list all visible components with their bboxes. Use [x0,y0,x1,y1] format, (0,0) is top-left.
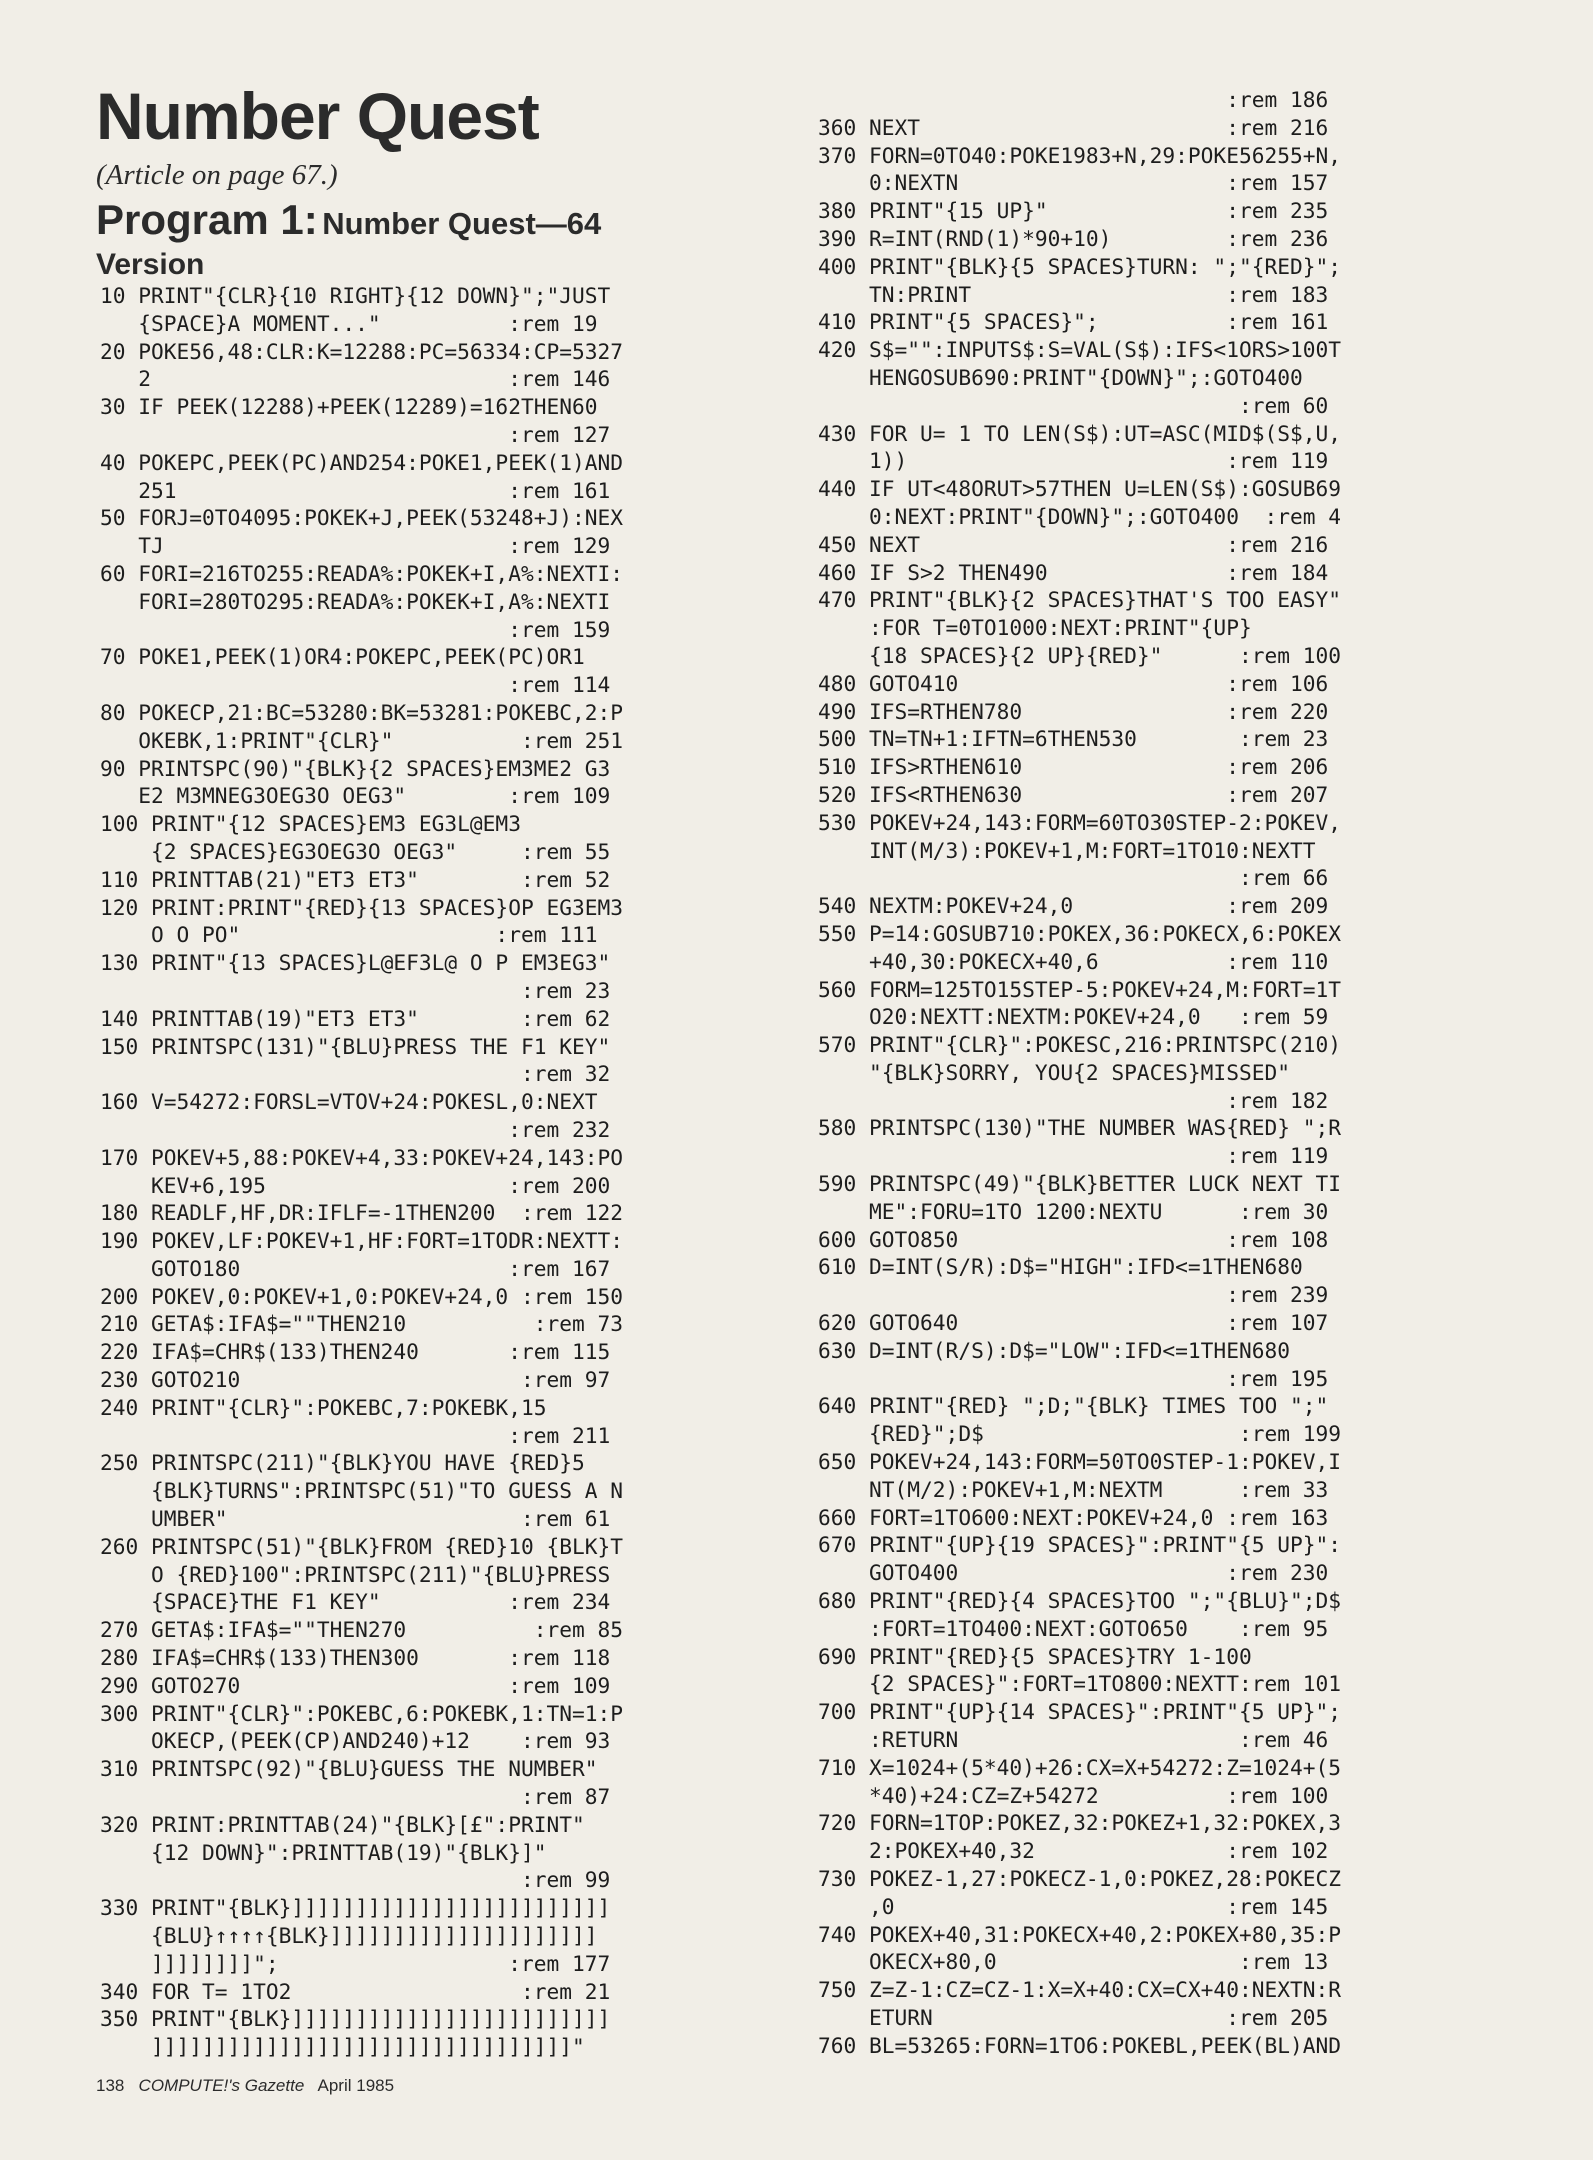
code-line: 740 POKEX+40,31:POKECX+40,2:POKEX+80,35:P [818,1921,1341,1947]
issue-date: April 1985 [317,2076,395,2095]
code-line: 600 GOTO850 :rem 108 [818,1226,1329,1252]
code-line: {SPACE}A MOMENT..." :rem 19 [100,310,598,336]
code-line: GOTO180 :rem 167 [100,1255,611,1281]
code-line: 760 BL=53265:FORN=1TO6:POKEBL,PEEK(BL)AND [818,2032,1341,2058]
code-line: :FOR T=0TO1000:NEXT:PRINT"{UP} [818,615,1252,641]
code-line: 700 PRINT"{UP}{14 SPACES}":PRINT"{5 UP}"; [818,1699,1341,1725]
code-line: 320 PRINT:PRINTTAB(24)"{BLK}[£":PRINT" [100,1811,585,1837]
code-line: 50 FORJ=0TO4095:POKEK+J,PEEK(53248+J):NEX [100,505,623,531]
code-line: 0:NEXTN :rem 157 [818,170,1329,196]
code-line: ]]]]]]]]"; :rem 177 [100,1950,611,1976]
code-line: 80 POKECP,21:BC=53280:BK=53281:POKEBC,2:P [100,699,623,725]
code-line: 590 PRINTSPC(49)"{BLK}BETTER LUCK NEXT TI [818,1171,1341,1197]
program-label: Program 1: [96,196,318,243]
code-line: :RETURN :rem 46 [818,1727,1329,1753]
code-line: :rem 211 [100,1422,611,1448]
code-line: 310 PRINTSPC(92)"{BLU}GUESS THE NUMBER" [100,1756,598,1782]
code-line: 370 FORN=0TO40:POKE1983+N,29:POKE56255+N, [818,142,1341,168]
code-line: 210 GETA$:IFA$=""THEN210 :rem 73 [100,1311,623,1337]
code-line: 270 GETA$:IFA$=""THEN270 :rem 85 [100,1617,623,1643]
code-line: 450 NEXT :rem 216 [818,531,1329,557]
code-line: 460 IF S>2 THEN490 :rem 184 [818,559,1329,585]
code-line: E2 M3MNEG3OEG3O OEG3" :rem 109 [100,783,611,809]
code-line: 440 IF UT<48ORUT>57THEN U=LEN(S$):GOSUB69 [818,476,1341,502]
code-line: :rem 239 [818,1282,1329,1308]
code-line: 230 GOTO210 :rem 97 [100,1367,611,1393]
code-line: 580 PRINTSPC(130)"THE NUMBER WAS{RED} ";R [818,1115,1341,1141]
code-line: 610 D=INT(S/R):D$="HIGH":IFD<=1THEN680 [818,1254,1303,1280]
code-line: :rem 186 [818,87,1329,112]
code-line: NT(M/2):POKEV+1,M:NEXTM :rem 33 [818,1476,1329,1502]
code-line: INT(M/3):POKEV+1,M:FORT=1TO10:NEXTT [818,837,1316,863]
code-line: 20 POKE56,48:CLR:K=12288:PC=56334:CP=5327 [100,338,623,364]
code-line: GOTO400 :rem 230 [818,1560,1329,1586]
code-line: OKECX+80,0 :rem 13 [818,1949,1329,1975]
code-line: KEV+6,195 :rem 200 [100,1172,611,1198]
code-line: 180 READLF,HF,DR:IFLF=-1THEN200 :rem 122 [100,1200,623,1226]
program-heading [96,196,736,281]
code-line: 260 PRINTSPC(51)"{BLK}FROM {RED}10 {BLK}T [100,1533,623,1559]
code-line: 670 PRINT"{UP}{19 SPACES}":PRINT"{5 UP}": [818,1532,1341,1558]
code-line: 251 :rem 161 [100,477,611,503]
code-line: {SPACE}THE F1 KEY" :rem 234 [100,1589,611,1615]
code-line: OKECP,(PEEK(CP)AND240)+12 :rem 93 [100,1728,611,1754]
code-line: TN:PRINT :rem 183 [818,281,1329,307]
code-line: 390 R=INT(RND(1)*90+10) :rem 236 [818,225,1329,251]
code-line: 680 PRINT"{RED}{4 SPACES}TOO ";"{BLU}";D$ [818,1588,1341,1614]
code-line: 120 PRINT:PRINT"{RED}{13 SPACES}OP EG3EM3 [100,894,623,920]
code-line: 380 PRINT"{15 UP}" :rem 235 [818,198,1329,224]
code-line: 330 PRINT"{BLK}]]]]]]]]]]]]]]]]]]]]]]]]] [100,1895,611,1921]
code-line: :rem 232 [100,1116,611,1142]
code-line: {BLK}TURNS":PRINTSPC(51)"TO GUESS A N [100,1478,623,1504]
code-line: 2:POKEX+40,32 :rem 102 [818,1838,1329,1864]
code-line: FORI=280TO295:READA%:POKEK+I,A%:NEXTI [100,588,611,614]
code-line: 110 PRINTTAB(21)"ET3 ET3" :rem 52 [100,866,611,892]
code-line: ME":FORU=1TO 1200:NEXTU :rem 30 [818,1198,1329,1224]
code-line: :rem 195 [818,1365,1329,1391]
code-line: 360 NEXT :rem 216 [818,114,1329,140]
code-line: 500 TN=TN+1:IFTN=6THEN530 :rem 23 [818,726,1329,752]
code-line: :rem 66 [818,865,1329,891]
code-line: 0:NEXT:PRINT"{DOWN}";:GOTO400 :rem 4 [818,503,1341,529]
code-line: {RED}";D$ :rem 199 [818,1421,1341,1447]
code-line: "{BLK}SORRY, YOU{2 SPACES}MISSED" [818,1059,1290,1085]
code-line: 200 POKEV,0:POKEV+1,0:POKEV+24,0 :rem 150 [100,1283,623,1309]
code-line: 30 IF PEEK(12288)+PEEK(12289)=162THEN60 [100,394,598,420]
code-line: O O PO" :rem 111 [100,922,598,948]
code-line: OKEBK,1:PRINT"{CLR}" :rem 251 [100,727,623,753]
code-line: 1)) :rem 119 [818,448,1329,474]
code-line: 410 PRINT"{5 SPACES}"; :rem 161 [818,309,1329,335]
program-name: Number Quest—64 [322,206,602,241]
code-line: 290 GOTO270 :rem 109 [100,1672,611,1698]
code-line: 400 PRINT"{BLK}{5 SPACES}TURN: ";"{RED}"; [818,253,1341,279]
code-line: 170 POKEV+5,88:POKEV+4,33:POKEV+24,143:PO [100,1144,623,1170]
code-line: 570 PRINT"{CLR}":POKESC,216:PRINTSPC(210) [818,1032,1341,1058]
code-line: :rem 119 [818,1143,1329,1169]
code-line: 540 NEXTM:POKEV+24,0 :rem 209 [818,893,1329,919]
code-line: {12 DOWN}":PRINTTAB(19)"{BLK}]" [100,1839,547,1865]
code-line: 350 PRINT"{BLK}]]]]]]]]]]]]]]]]]]]]]]]]] [100,2006,611,2032]
code-line: 280 IFA$=CHR$(133)THEN300 :rem 118 [100,1645,611,1671]
page-footer [96,2076,394,2096]
code-line: 620 GOTO640 :rem 107 [818,1310,1329,1336]
code-line: 730 POKEZ-1,27:POKECZ-1,0:POKEZ,28:POKECZ [818,1866,1341,1891]
code-line: 160 V=54272:FORSL=VTOV+24:POKESL,0:NEXT [100,1089,598,1115]
code-line: UMBER" :rem 61 [100,1506,611,1532]
code-line: 240 PRINT"{CLR}":POKEBC,7:POKEBK,15 [100,1394,547,1420]
code-line: :rem 87 [100,1784,611,1810]
code-line: 250 PRINTSPC(211)"{BLK}YOU HAVE {RED}5 [100,1450,585,1476]
code-line: ETURN :rem 205 [818,2004,1329,2030]
code-line: :FORT=1TO400:NEXT:GOTO650 :rem 95 [818,1615,1329,1641]
code-line: 70 POKE1,PEEK(1)OR4:POKEPC,PEEK(PC)OR1 [100,644,585,670]
code-line: 640 PRINT"{RED} ";D;"{BLK} TIMES TOO ";" [818,1393,1329,1419]
code-line: 510 IFS>RTHEN610 :rem 206 [818,754,1329,780]
listing-right-column [818,86,1341,2060]
code-line: 90 PRINTSPC(90)"{BLK}{2 SPACES}EM3ME2 G3 [100,755,611,781]
code-line: :rem 23 [100,977,611,1003]
code-line: 100 PRINT"{12 SPACES}EM3 EG3L@EM3 [100,811,521,837]
code-line: 60 FORI=216TO255:READA%:POKEK+I,A%:NEXTI: [100,560,623,586]
code-line: {18 SPACES}{2 UP}{RED}" :rem 100 [818,642,1341,668]
code-line: {2 SPACES}":FORT=1TO800:NEXTT:rem 101 [818,1671,1341,1697]
code-line: 150 PRINTSPC(131)"{BLU}PRESS THE F1 KEY" [100,1033,611,1059]
code-line: 480 GOTO410 :rem 106 [818,670,1329,696]
code-line: ]]]]]]]]]]]]]]]]]]]]]]]]]]]]]]]]]" [100,2034,585,2060]
code-line: 420 S$="":INPUTS$:S=VAL(S$):IFS<1ORS>100T [818,337,1341,363]
code-line: 720 FORN=1TOP:POKEZ,32:POKEZ+1,32:POKEX,3 [818,1810,1341,1836]
code-line: 550 P=14:GOSUB710:POKEX,36:POKECX,6:POKEX [818,920,1341,946]
article-title: Number Quest [96,79,539,153]
code-line: :rem 99 [100,1867,611,1893]
code-line: 340 FOR T= 1TO2 :rem 21 [100,1978,611,2004]
code-line: O20:NEXTT:NEXTM:POKEV+24,0 :rem 59 [818,1004,1329,1030]
code-line: 470 PRINT"{BLK}{2 SPACES}THAT'S TOO EASY" [818,587,1341,613]
code-line: 430 FOR U= 1 TO LEN(S$):UT=ASC(MID$(S$,U, [818,420,1341,446]
article-reference: (Article on page 67.) [96,159,338,191]
code-line: O {RED}100":PRINTSPC(211)"{BLU}PRESS [100,1561,611,1587]
code-line: :rem 127 [100,421,611,447]
code-line: :rem 32 [100,1061,611,1087]
code-line: +40,30:POKECX+40,6 :rem 110 [818,948,1329,974]
code-line: :rem 182 [818,1087,1329,1113]
code-line: {BLU}↑↑↑↑{BLK}]]]]]]]]]]]]]]]]]]]]] [100,1923,598,1949]
code-line: 630 D=INT(R/S):D$="LOW":IFD<=1THEN680 [818,1337,1290,1363]
code-line: 560 FORM=125TO15STEP-5:POKEV+24,M:FORT=1T [818,976,1341,1002]
code-line: 690 PRINT"{RED}{5 SPACES}TRY 1-100 [818,1643,1252,1669]
code-line: :rem 60 [818,392,1329,418]
code-line: 130 PRINT"{13 SPACES}L@EF3L@ O P EM3EG3" [100,950,611,976]
listing-left-column [100,282,623,2061]
code-line: 190 POKEV,LF:POKEV+1,HF:FORT=1TODR:NEXTT: [100,1228,623,1254]
page-number: 138 [96,2076,125,2095]
code-line: 140 PRINTTAB(19)"ET3 ET3" :rem 62 [100,1005,611,1031]
code-line: ,0 :rem 145 [818,1893,1329,1919]
code-line: {2 SPACES}EG3OEG3O OEG3" :rem 55 [100,838,611,864]
program-version: Version [96,248,205,281]
code-line: 650 POKEV+24,143:FORM=50TO0STEP-1:POKEV,I [818,1449,1341,1475]
code-line: 750 Z=Z-1:CZ=CZ-1:X=X+40:CX=CX+40:NEXTN:R [818,1977,1341,2003]
code-line: 220 IFA$=CHR$(133)THEN240 :rem 115 [100,1339,611,1365]
code-line: 710 X=1024+(5*40)+26:CX=X+54272:Z=1024+(5 [818,1754,1341,1780]
code-line: *40)+24:CZ=Z+54272 :rem 100 [818,1782,1329,1808]
code-line: HENGOSUB690:PRINT"{DOWN}";:GOTO400 [818,364,1303,390]
code-line: 660 FORT=1TO600:NEXT:POKEV+24,0 :rem 163 [818,1504,1329,1530]
code-line: :rem 114 [100,672,611,698]
code-line: TJ :rem 129 [100,533,611,559]
code-line: 10 PRINT"{CLR}{10 RIGHT}{12 DOWN}";"JUST [100,283,611,308]
code-line: :rem 159 [100,616,611,642]
code-line: 40 POKEPC,PEEK(PC)AND254:POKE1,PEEK(1)AND [100,449,623,475]
code-line: 300 PRINT"{CLR}":POKEBC,6:POKEBK,1:TN=1:P [100,1700,623,1726]
code-line: 520 IFS<RTHEN630 :rem 207 [818,781,1329,807]
code-line: 2 :rem 146 [100,366,611,392]
magazine-name: COMPUTE!'s Gazette [138,2076,305,2095]
code-line: 530 POKEV+24,143:FORM=60TO30STEP-2:POKEV, [818,809,1341,835]
code-line: 490 IFS=RTHEN780 :rem 220 [818,698,1329,724]
